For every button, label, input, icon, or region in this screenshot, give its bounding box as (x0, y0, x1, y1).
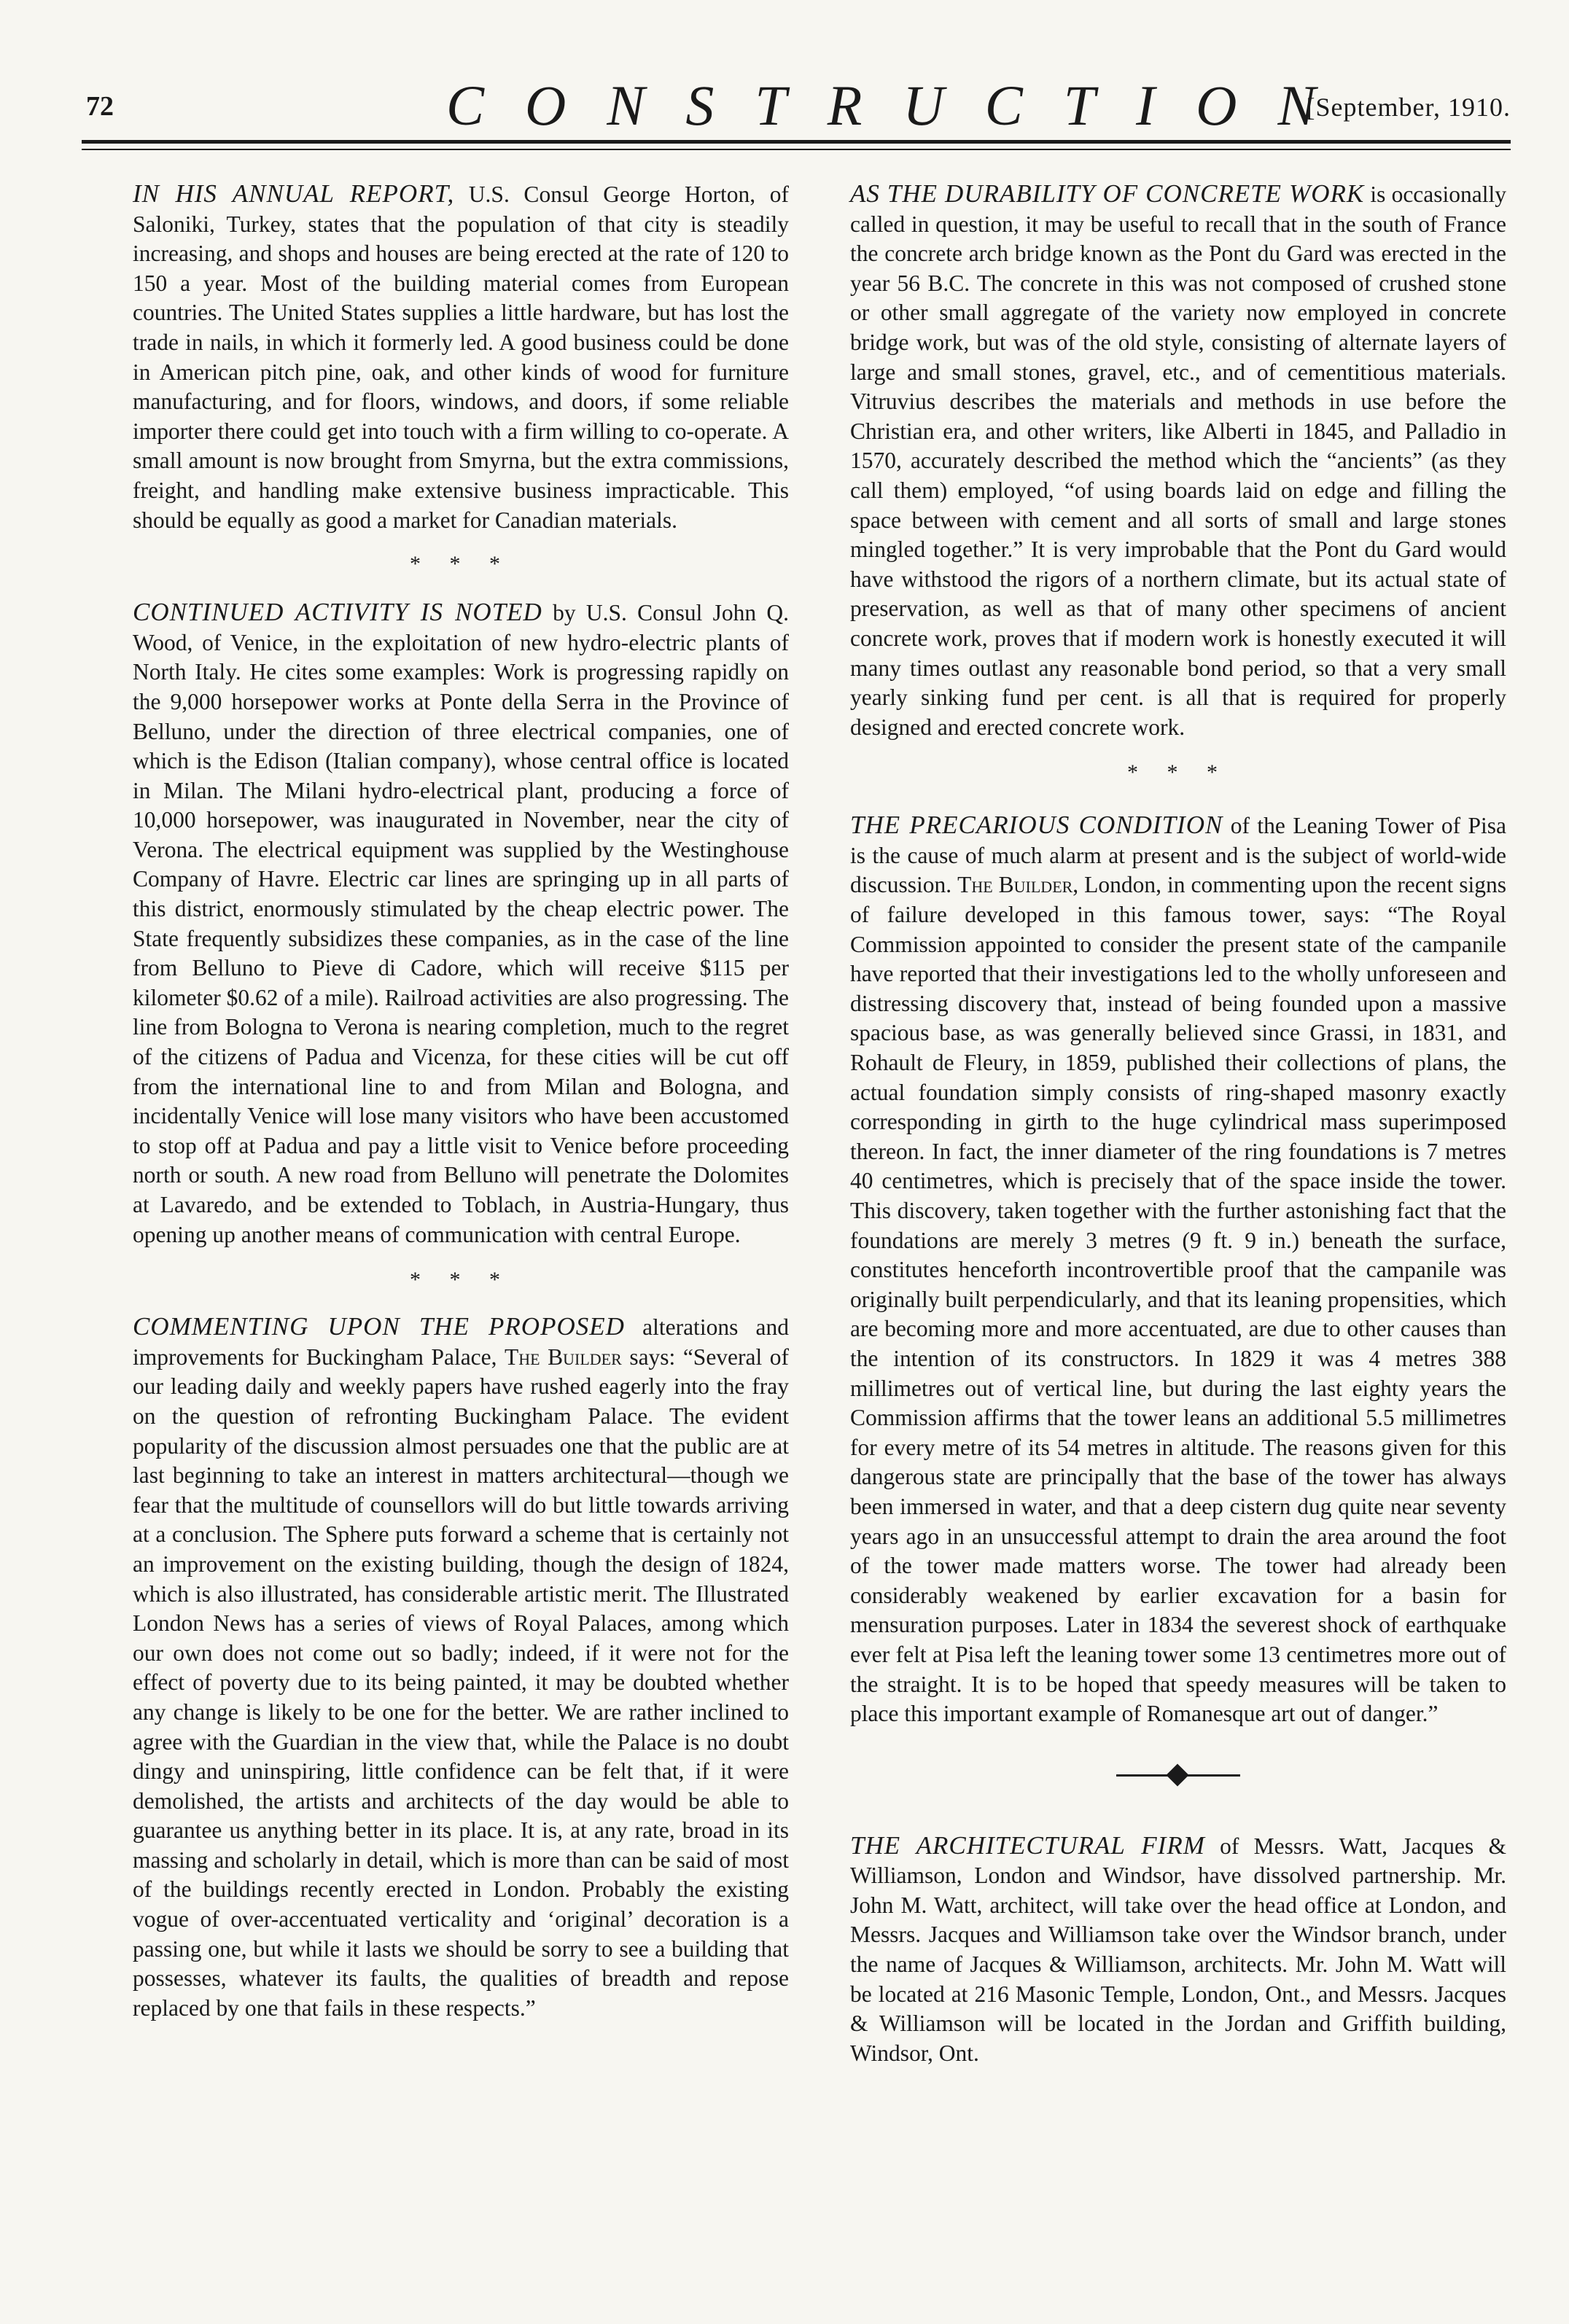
article-saloniki (133, 179, 789, 535)
article-body: of Messrs. Watt, Jacques & Williamson, London and Windsor, have dissolved partnership. Mr. John M. Watt, architect, will take over the head office at London, and Messrs. Jacques and Williamson take over the Windsor branch, under the name of Jacques & Williamson, architects. Mr. John M. Watt will be located at 216 Masonic Temple, London, Ont., and Messrs. Jacques & Williamson will be located in the Jordan and Griffith building, Windsor, Ont. (850, 1833, 1506, 2066)
article-body: U.S. Consul George Horton, of Saloniki, Turkey, states that the population of that city is steadily increasing, and shops and houses are being erected at the rate of 120 to 150 a year. Most of the building material comes from European countries. The United States supplies a little hardware, but has lost the trade in nails, in which it formerly led. A good business could be done in American pitch pine, oak, and other kinds of wood for furniture manufacturing, and for floors, windows, and doors, if some reliable importer there could get into touch with a firm willing to co-operate. A small amount is now brought from Smyrna, but the extra commissions, freight, and handling make extensive business impracticable. This should be equally as good a market for Canadian materials. (133, 182, 789, 533)
section-separator: * * * (410, 552, 512, 577)
article-hydro-electric (133, 598, 789, 1249)
article-body: of the Leaning Tower of Pisa is the cause of much alarm at present and is the subject of world-wide discussion. (850, 813, 1506, 898)
header-rule (82, 140, 1511, 144)
article-body: says: “Several of our leading daily and weekly papers have rushed eagerly into the fray on the question of refronting Buckingham Palace. The evident popularity of the discussion almost persuades one that the public are at last beginning to take an interest in matters architectural—though we fear that the multitude of counsellors will do but little towards arriving at a conclusion. The Sphere puts forward a scheme that is certainly not an improvement on the existing building, though the design of 1824, which is also illustrated, has considerable artistic merit. The Illustrated London News has a series of views of Royal Palaces, among which our own does not come out so badly; indeed, if it were not for the effect of poverty due to its being painted, it may be doubted whether any change is likely to be one for the better. We are rather inclined to agree with the Guardian in the view that, while the Palace is no doubt dingy and uninspiring, little confidence can be felt that, if it were demolished, the artists and architects of the day would be able to guarantee us anything better in its place. It is, at any rate, broad in its massing and scholarly in detail, which is more than can be said of most of the buildings recently erected in London. Probably the existing vogue of over-accentuated verticality and ‘original’ decoration is a passing one, but while it lasts we should be sorry to see a building that possesses, whatever its faults, the qualities of breadth and repose replaced by one that fails in these respects.” (133, 1344, 790, 2021)
article-buckingham (133, 1312, 789, 2023)
article-body: London, in commenting upon the recent signs of failure developed in this famous tower, says: “The Royal Commission appointed to consider the present state of the campanile have reported that their investigations led to the wholly unforeseen and distressing discovery that, instead of being founded upon a massive spacious base, as was generally believed since Grassi, in 1831, and Rohault de Fleury, in 1859, published their collections of plans, the actual foundation simply consists of ring-shaped masonry exactly corresponding in girth to the huge cylindrical mass superimposed thereon. In fact, the inner diameter of the ring foundations is 7 metres 40 centimetres, which is precisely that of the space inside the tower. This discovery, taken together with the further astonishing fact that the foundations are merely 3 metres (9 ft. 9 in.) beneath the surface, constitutes henceforth incontrovertible proof that the campanile was originally built perpendicularly, and that its leaning propensities, which are becoming more and more accentuated, are due to other causes than the intention of its constructors. In 1829 it was 4 metres 388 millimetres out of vertical line, but during the last eighty years the Commission affirms that the tower leans an additional 5.5 millimetres for every metre of its 54 metres in altitude. The reasons given for this dangerous state are principally that the base of the tower has always been immersed in water, and that a deep cistern dug quite near seventy years ago in an unsuccessful attempt to drain the area around the foot of the tower made matters worse. The tower had already been considerably weakened by earlier excavation for a basin for mensuration purposes. Later in 1834 the severest shock of earthquake ever felt at Pisa left the leaning tower some 13 centimetres more out of the straight. It is to be hoped that speedy measures will be taken to place this important example of Romanesque art out of danger.” (850, 872, 1506, 1727)
article-body: by U.S. Consul John Q. Wood, of Venice, in the exploitation of new hydro-electric plants of North Italy. He cites some examples: Work is progressing rapidly on the 9,000 horsepower works at Ponte della Serra in the Province of Belluno, under the direction of three electrical companies, one of which is the Edison (Italian company), whose central office is located in Milan. The Milani hydro-electrical plant, producing a force of 10,000 horsepower, was inaugurated in November, near the city of Verona. The electrical equipment was supplied by the Westinghouse Company of Havre. Electric car lines are springing up in all parts of this district, enormously stimulated by the cheap electric power. The State frequently subsidizes these companies, as in the case of the line from Belluno to Pieve di Cadore, which will receive $115 per kilometer $0.62 of a mile). Railroad activities are also progressing. The line from Bologna to Verona is nearing completion, much to the regret of the citizens of Padua and Vicenza, for these cities will be cut off from the international line to and from Milan and Bologna, and incidentally Venice will lose many visitors who have been accustomed to stop off at Padua and pay a little visit to Venice before proceeding north or south. A new road from Belluno will penetrate the Dolomites at Lavaredo, and be extended to Toblach, in Austria-Hungary, thus opening up another means of communication with central Europe. (133, 600, 790, 1247)
article-lead: AS THE DURABILITY OF CONCRETE WORK (850, 179, 1365, 208)
page-number: 72 (86, 91, 114, 122)
article-body: alterations and improvements for Buckingham Palace, (133, 1314, 790, 1370)
article-lead: CONTINUED ACTIVITY IS NOTED (133, 598, 542, 627)
masthead-title: CONSTRUCTION (446, 74, 1357, 137)
article-lead: COMMENTING UPON THE PROPOSED (133, 1312, 625, 1341)
left-column (133, 179, 789, 2023)
article-architectural-firm (850, 1831, 1506, 2069)
page-header (82, 76, 1511, 136)
publication-name: The Builder (505, 1344, 622, 1370)
article-body: is occasionally called in question, it may be useful to recall that in the south of France the concrete arch bridge known as the Pont du Gard was erected in the year 56 B.C. The concrete in this was not composed of crushed stone or other small aggregate of the variety now employed in concrete bridge work, but was of the old style, consisting of alternate layers of large and small stones, gravel, etc., and of cementitious materials. Vitruvius describes the materials and methods in use before the Christian era, and other writers, like Alberti in 1845, and Palladio in 1570, accurately described the method which the “ancients” (as they call them) employed, “of using boards laid on edge and filling the space between with cement and all sorts of small and large stones mingled together.” It is very improbable that the Pont du Gard would have withstood the rigors of a northern climate, but its actual state of preservation, as well as that of many other specimens of ancient concrete work, proves that if modern work is honestly executed it will many times outlast any reasonable bond period, so that a very small yearly sinking fund per cent. is all that is required for properly designed and erected concrete work. (850, 182, 1507, 740)
article-pisa (850, 811, 1506, 1728)
article-lead: IN HIS ANNUAL REPORT, (133, 179, 455, 208)
publication-name: The Builder, (957, 872, 1079, 898)
issue-date: [September, 1910. (1306, 93, 1511, 122)
article-lead: THE PRECARIOUS CONDITION (850, 811, 1223, 840)
article-concrete (850, 179, 1506, 742)
section-separator: * * * (410, 1268, 512, 1292)
section-separator: * * * (1127, 760, 1229, 785)
ornamental-rule (1116, 1761, 1240, 1790)
header-rule-thin (82, 149, 1511, 150)
article-lead: THE ARCHITECTURAL FIRM (850, 1830, 1205, 1860)
right-column (850, 179, 1506, 2068)
